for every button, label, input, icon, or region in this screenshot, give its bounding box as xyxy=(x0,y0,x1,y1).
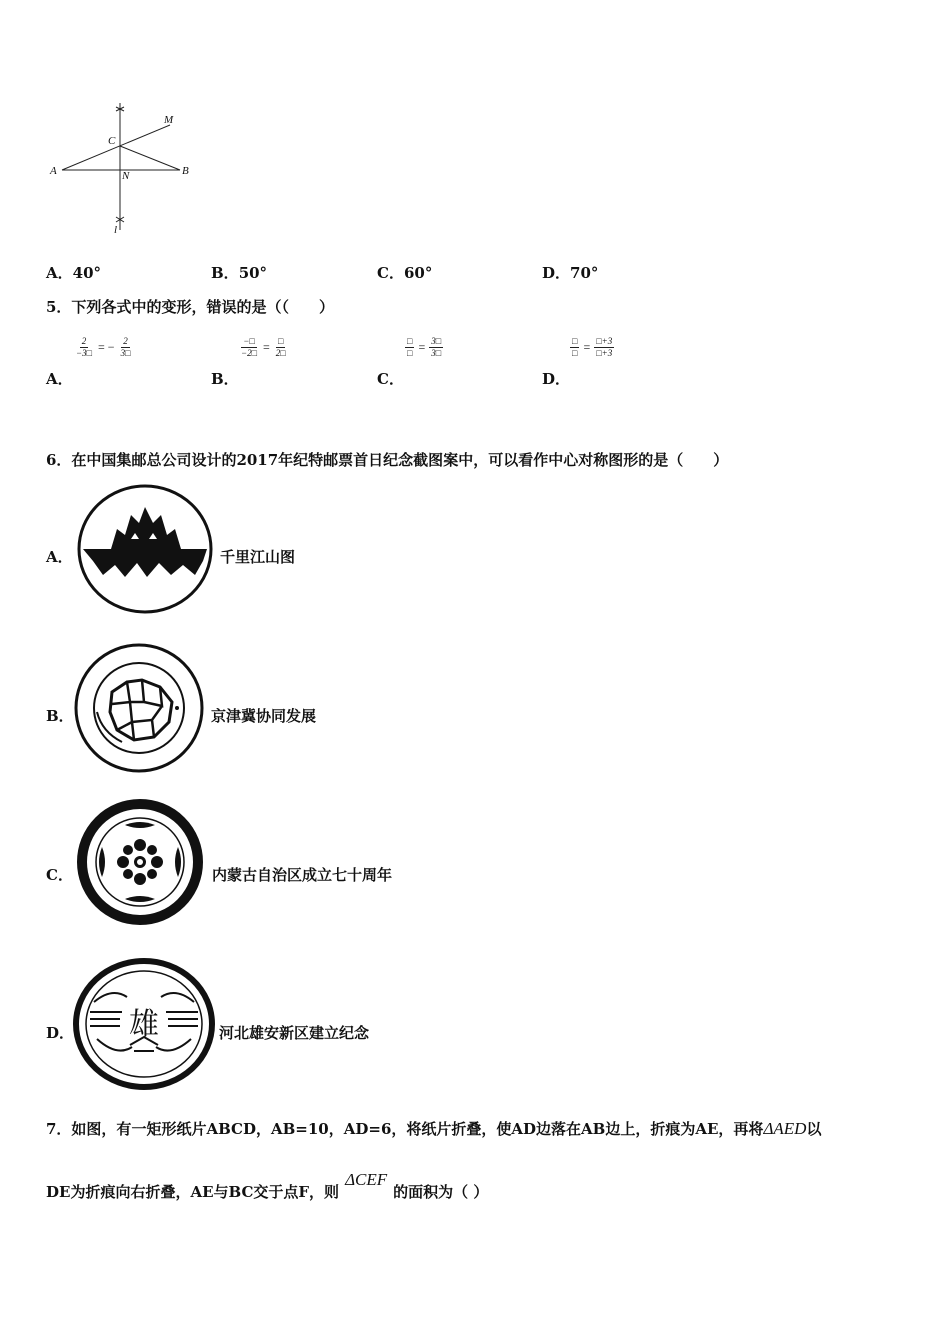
q7-math-cef: ΔCEF xyxy=(345,1170,388,1189)
q4-figure xyxy=(40,95,210,245)
label-A: A xyxy=(50,165,57,177)
q6-option-b-letter[interactable]: B． xyxy=(46,707,74,725)
q7-line-1: 7．如图，有一矩形纸片ABCD，AB=10，AD=6，将纸片折叠，使AD边落在AB边上，折痕为AE，再将ΔAED以 xyxy=(46,1119,822,1138)
q6-option-c-letter[interactable]: C． xyxy=(46,866,73,884)
stamp-d-character: 雄 xyxy=(129,1007,159,1042)
label-B: B xyxy=(182,165,189,177)
q6-option-d-letter[interactable]: D． xyxy=(46,1024,75,1042)
q5-expr-a: $\frac{2}{-3□}$ = − $\frac{2}{3□}$ xyxy=(76,336,131,358)
label-M: M xyxy=(164,114,174,126)
stamp-d[interactable] xyxy=(72,957,216,1091)
q5-option-d[interactable]: $\frac{□}{□}$ = $\frac{□+3}{□+3}$ D． xyxy=(542,336,613,388)
label-N: N xyxy=(122,170,130,182)
stamp-d-image xyxy=(72,957,216,1091)
q5-option-c[interactable]: $\frac{□}{□}$ = $\frac{3□}{3□}$ C． xyxy=(377,336,442,388)
q4-option-b[interactable]: B．50° xyxy=(211,264,268,282)
stamp-a[interactable] xyxy=(75,483,215,618)
q6-stem: 6．在中国集邮总公司设计的2017年纪特邮票首日纪念截图案中，可以看作中心对称图形的是（ ） xyxy=(46,451,729,469)
q6-option-a-letter[interactable]: A． xyxy=(46,548,73,566)
q4-option-a[interactable]: A．40° xyxy=(46,264,102,282)
q7-line-2: DE为折痕向右折叠，AE与BC交于点F，则ΔCEF的面积为（ ） xyxy=(46,1170,489,1201)
stamp-b-caption: 京津冀协同发展 xyxy=(211,707,317,725)
stamp-a-caption: 千里江山图 xyxy=(220,548,296,566)
stamp-c-caption: 内蒙古自治区成立七十周年 xyxy=(212,866,393,884)
q5-option-b[interactable]: $\frac{-□}{-2□}$ = $\frac{□}{2□}$ B． xyxy=(211,336,286,388)
stamp-a-image xyxy=(75,483,215,618)
q5-expr-c: $\frac{□}{□}$ = $\frac{3□}{3□}$ xyxy=(407,336,442,358)
q5-option-a[interactable]: $\frac{2}{-3□}$ = − $\frac{2}{3□}$ A． xyxy=(46,336,131,388)
q5-expr-b: $\frac{-□}{-2□}$ = $\frac{□}{2□}$ xyxy=(241,336,286,358)
label-l: l xyxy=(114,224,118,236)
stamp-b-image xyxy=(72,642,206,776)
stamp-b[interactable] xyxy=(72,642,206,776)
q4-option-d[interactable]: D．70° xyxy=(542,264,599,282)
stamp-c[interactable] xyxy=(72,797,208,927)
q5-stem: 5．下列各式中的变形，错误的是（（ ） xyxy=(46,298,334,316)
stamp-d-caption: 河北雄安新区建立纪念 xyxy=(219,1024,370,1042)
q4-option-c[interactable]: C．60° xyxy=(377,264,433,282)
stamp-c-image xyxy=(72,797,208,927)
label-C: C xyxy=(108,135,116,147)
q7-math-aed: ΔAED xyxy=(763,1119,807,1138)
q5-expr-d: $\frac{□}{□}$ = $\frac{□+3}{□+3}$ xyxy=(572,336,613,358)
